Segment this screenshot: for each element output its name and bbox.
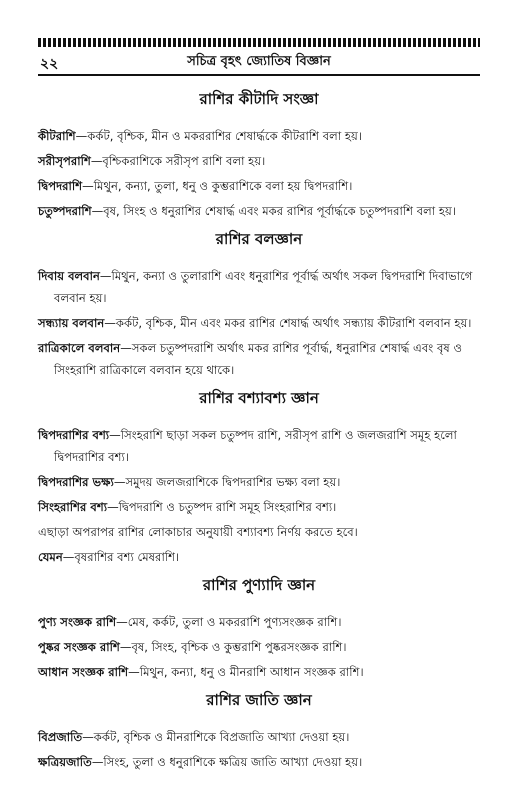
entry-text: —কর্কট, বৃশ্চিক ও মীনরাশিকে বিপ্রজাতি আখ্যা দেওয়া হয়। (82, 730, 350, 744)
entry-text: —মিথুন, কন্যা, ধনু ও মীনরাশি আধান সংজ্ঞক রাশি। (128, 665, 364, 679)
entry-term: দিবায় বলবান (38, 269, 100, 283)
section-title: রাশির বলজ্ঞান (215, 230, 303, 248)
entry-paragraph (38, 175, 480, 197)
entry-paragraph (38, 312, 480, 334)
entry-paragraph (38, 471, 480, 493)
entry-paragraph (38, 751, 480, 773)
entry-paragraph (38, 521, 480, 543)
entry-term: রাত্রিকালে বলবান (38, 341, 121, 355)
entry-text: —সমুদয় জলজরাশিকে দ্বিপদরাশির ভক্ষ্য বলা হয়। (113, 475, 341, 489)
entry-text: এছাড়া অপরাপর রাশির লোকাচার অনুযায়ী বশ্যাবশ্য নির্ণয় করতে হবে। (38, 525, 358, 539)
entry-text: —বৃশ্চিকরাশিকে সরীসৃপ রাশি বলা হয়। (90, 154, 266, 168)
entry-text: —বৃষরাশির বশ্য মেষরাশি। (62, 550, 180, 564)
entry-paragraph (38, 726, 480, 748)
entry-text: —সিংহরাশি ছাড়া সকল চতুষ্পদ রাশি, সরীসৃপ রাশি ও জলজরাশি সমূহ হলো দ্বিপদরাশির বশ্য। (54, 428, 457, 464)
entry-term: কীটরাশি (38, 129, 76, 143)
entry-term: সন্ধ্যায় বলবান (38, 316, 105, 330)
entry-term: সরীসৃপরাশি (38, 154, 91, 168)
entry-term: পুষ্কর সংজ্ঞক রাশি (38, 640, 120, 654)
entry-paragraph (38, 424, 480, 468)
entry-text: —কর্কট, বৃশ্চিক, মীন ও মকররাশির শেষার্দ্ধকে কীটরাশি বলা হয়। (75, 129, 362, 143)
running-title: সচিত্র বৃহৎ জ্যোতিষ বিজ্ঞান (187, 54, 331, 69)
entry-paragraph (38, 546, 480, 568)
entry-paragraph (38, 200, 480, 222)
page-header (38, 50, 480, 76)
entry-paragraph (38, 611, 480, 633)
entry-paragraph (38, 125, 480, 147)
entry-paragraph (38, 337, 480, 381)
entry-text: —বৃষ, সিংহ ও ধনুরাশির শেষার্দ্ধ এবং মকর রাশির পূর্বার্দ্ধকে চতুষ্পদরাশি বলা হয়। (91, 204, 456, 218)
entry-term: দ্বিপদরাশির ভক্ষ্য (38, 475, 114, 489)
entry-paragraph (38, 150, 480, 172)
entry-text: —সিংহ, তুলা ও ধনুরাশিকে ক্ষত্রিয় জাতি আখ্যা দেওয়া হয়। (91, 755, 363, 769)
entry-text: —দ্বিপদরাশি ও চতুষ্পদ রাশি সমূহ সিংহরাশির বশ্য। (107, 500, 337, 514)
decorative-top-border (38, 38, 480, 47)
section-title: রাশির জাতি জ্ঞান (206, 691, 312, 709)
entry-term: চতুষ্পদরাশি (38, 204, 92, 218)
entry-paragraph (38, 265, 480, 309)
entry-text: —মেষ, কর্কট, তুলা ও মকররাশি পুণ্যসংজ্ঞক রাশি। (116, 615, 342, 629)
entry-text: —সকল চতুষ্পদরাশি অর্থাৎ মকর রাশির পূর্বার্দ্ধ, ধনুরাশির শেষার্দ্ধ এবং বৃষ ও সিংহরাশি রাত্রিকালে বলবান হয়ে থাকে। (54, 341, 463, 377)
section-title: রাশির বশ্যাবশ্য জ্ঞান (199, 389, 319, 407)
entry-paragraph (38, 636, 480, 658)
section-title: রাশির পুণ্যাদি জ্ঞান (202, 576, 316, 594)
entry-paragraph (38, 496, 480, 518)
entry-term: সিংহরাশির বশ্য (38, 500, 108, 514)
entry-term: ক্ষত্রিয়জাতি (38, 755, 92, 769)
entry-term: আধান সংজ্ঞক রাশি (38, 665, 129, 679)
entry-term: যেমন (38, 550, 63, 564)
entry-text: —মিথুন, কন্যা ও তুলারাশি এবং ধনুরাশির পূর্বার্দ্ধ অর্থাৎ সকল দ্বিপদরাশি দিবাভাগে বলবান হয়। (54, 269, 473, 305)
entry-term: পুণ্য সংজ্ঞক রাশি (38, 615, 117, 629)
entry-text: —বৃষ, সিংহ, বৃশ্চিক ও কুম্ভরাশি পুষ্করসংজ্ঞক রাশি। (119, 640, 347, 654)
entry-paragraph (38, 661, 480, 683)
entry-text: —মিথুন, কন্যা, তুলা, ধনু ও কুম্ভরাশিকে বলা হয় দ্বিপদরাশি। (82, 179, 353, 193)
entry-term: দ্বিপদরাশির বশ্য (38, 428, 110, 442)
page-number: ২২ (40, 56, 59, 72)
entry-text: —কর্কট, বৃশ্চিক, মীন এবং মকর রাশির শেষার্দ্ধ অর্থাৎ সন্ধ্যায় কীটরাশি বলবান হয়। (104, 316, 472, 330)
entry-term: দ্বিপদরাশি (38, 179, 83, 193)
section-title: রাশির কীটাদি সংজ্ঞা (199, 90, 319, 108)
page-content (38, 82, 480, 776)
entry-term: বিপ্রজাতি (38, 730, 83, 744)
